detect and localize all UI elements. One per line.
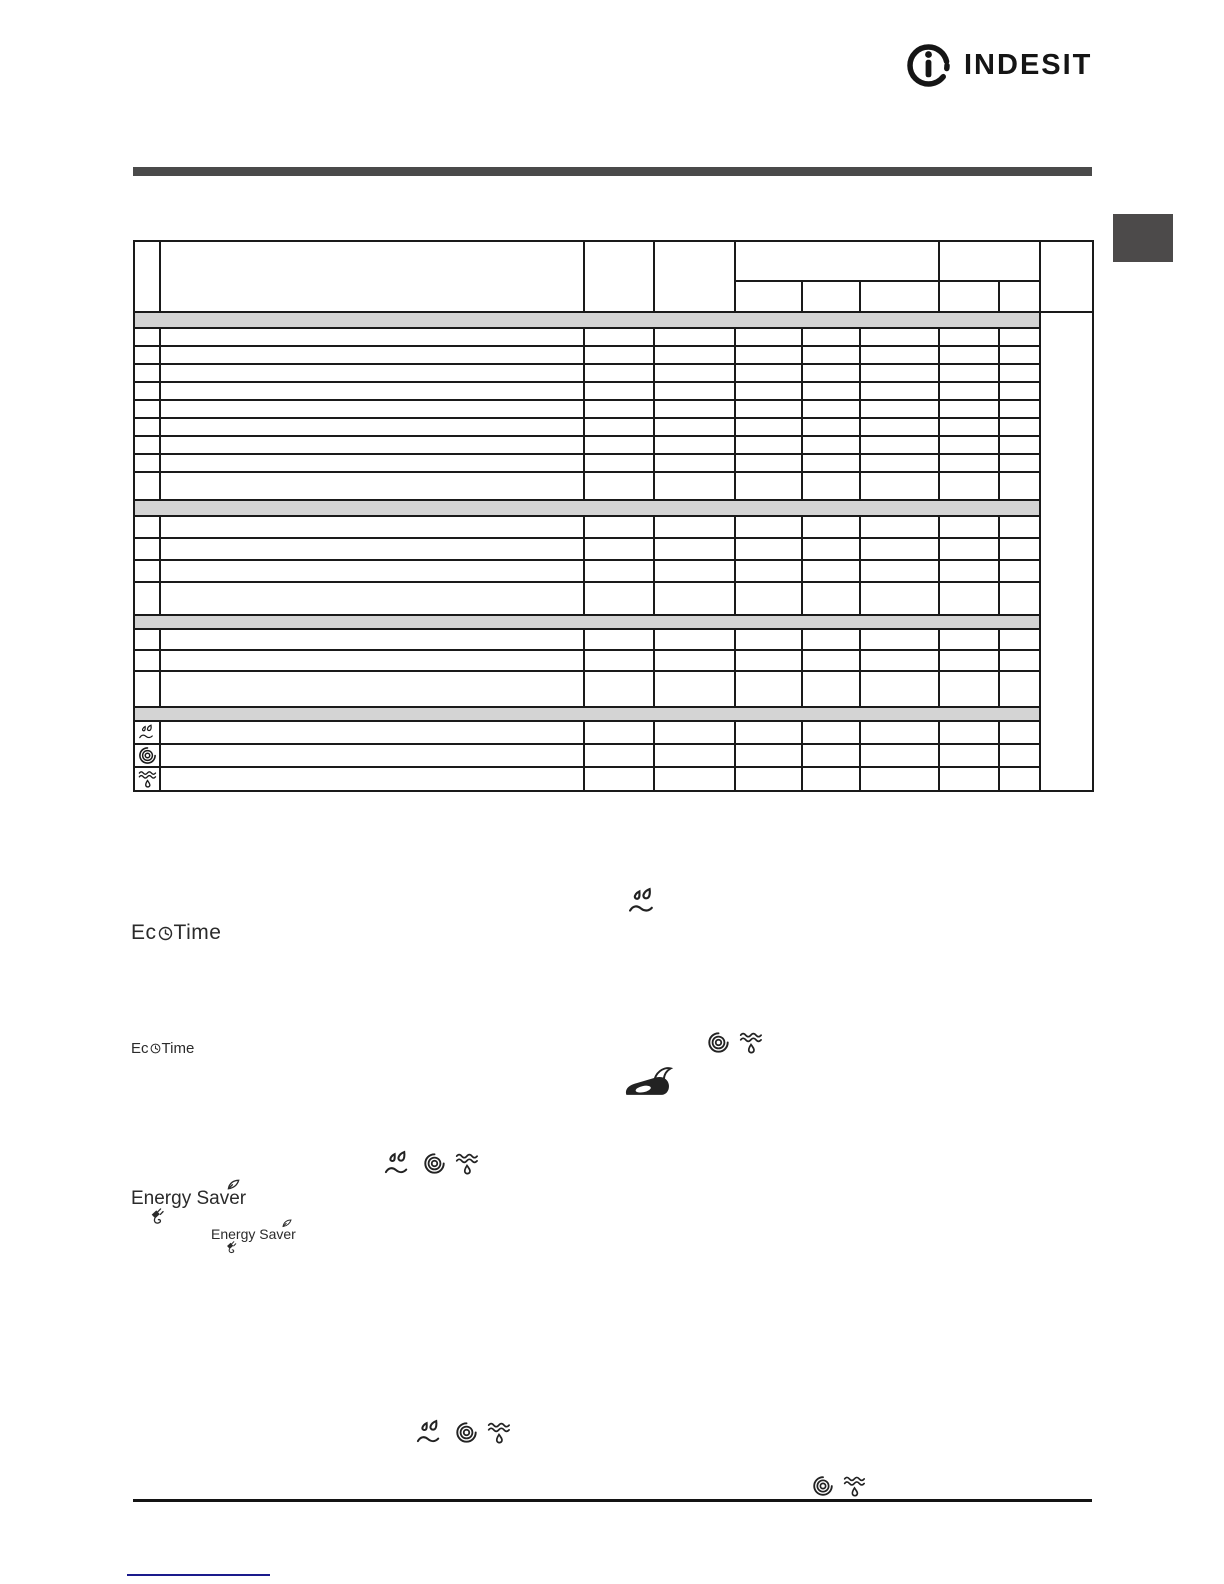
table-cell [860, 328, 939, 346]
table-cell [860, 744, 939, 767]
spin-icon [707, 1031, 730, 1054]
table-cell [939, 767, 999, 791]
table-cell [999, 472, 1040, 500]
table-cell [860, 382, 939, 400]
table-cell [735, 328, 802, 346]
table-cell [939, 418, 999, 436]
table-cell [654, 629, 735, 650]
table-cell [654, 721, 735, 744]
header-cell [584, 241, 654, 312]
table-cell [802, 364, 860, 382]
table-cell [584, 436, 654, 454]
table-cell [654, 671, 735, 707]
cycle-description-cell [160, 364, 584, 382]
table-cell [802, 767, 860, 791]
table-cell [802, 346, 860, 364]
cycle-number-cell [134, 516, 160, 538]
table-cell [735, 744, 802, 767]
table-cell [939, 560, 999, 582]
table-cell [939, 538, 999, 560]
drain-icon [739, 1030, 763, 1056]
cycle-description-cell [160, 328, 584, 346]
table-cell [999, 671, 1040, 707]
table-cell [860, 671, 939, 707]
table-cell [999, 560, 1040, 582]
table-cell [802, 418, 860, 436]
table-cell [939, 629, 999, 650]
spin-drain-icon-pair [812, 1474, 866, 1499]
table-cell [654, 436, 735, 454]
cycle-number-cell [134, 650, 160, 671]
cycle-number-cell [134, 629, 160, 650]
table-cell [735, 629, 802, 650]
table-cell [802, 454, 860, 472]
table-cell [939, 744, 999, 767]
clock-icon [158, 926, 173, 941]
table-cell [584, 538, 654, 560]
table-cell [999, 582, 1040, 615]
table-cell [654, 454, 735, 472]
table-cell [735, 560, 802, 582]
spin-icon [423, 1152, 446, 1175]
cycle-description-cell [160, 346, 584, 364]
subheader-cell [999, 281, 1040, 312]
table-cell [584, 721, 654, 744]
cycle-number-cell [134, 454, 160, 472]
cycle-description-cell [160, 767, 584, 791]
table-cell [654, 418, 735, 436]
table-cell [999, 516, 1040, 538]
table-cell [802, 744, 860, 767]
table-cell [939, 671, 999, 707]
indesit-logo [905, 42, 1092, 89]
cycle-description-cell [160, 671, 584, 707]
table-cell [860, 767, 939, 791]
table-cell [802, 436, 860, 454]
cycle-description-cell [160, 454, 584, 472]
table-cell [654, 346, 735, 364]
clock-icon [150, 1043, 161, 1054]
leaf-icon [227, 1179, 240, 1190]
subheader-cell [735, 281, 802, 312]
table-cell [860, 400, 939, 418]
table-cell [860, 538, 939, 560]
table-cell [735, 472, 802, 500]
table-cell [802, 516, 860, 538]
table-cell [999, 721, 1040, 744]
table-cell [860, 516, 939, 538]
cycle-number-cell [134, 582, 160, 615]
ecotime-logo-large [131, 921, 221, 945]
table-cell [584, 516, 654, 538]
table-cell [999, 454, 1040, 472]
table-cell [735, 454, 802, 472]
table-cell [939, 364, 999, 382]
subheader-cell [939, 281, 999, 312]
table-cell [654, 744, 735, 767]
ecotime-prefix: Ec [131, 1040, 149, 1057]
table-cell [802, 721, 860, 744]
rinse-spin-drain-icon-trio [383, 1150, 479, 1177]
table-cell [802, 650, 860, 671]
table-cell [999, 436, 1040, 454]
rinse-icon [627, 887, 660, 916]
table-cell [654, 328, 735, 346]
table-cell [939, 346, 999, 364]
table-cell [939, 436, 999, 454]
table-cell [860, 560, 939, 582]
table-cell [654, 582, 735, 615]
table-cell [654, 516, 735, 538]
drain-icon [843, 1474, 866, 1499]
cycle-number-cell [134, 436, 160, 454]
drain-icon [134, 767, 160, 791]
cycle-description-cell [160, 516, 584, 538]
cycle-description-cell [160, 400, 584, 418]
table-cell [999, 744, 1040, 767]
header-group-b [939, 241, 1040, 281]
table-cell [735, 436, 802, 454]
cycle-number-cell [134, 364, 160, 382]
energy-saver-text: Energy Saver [131, 1188, 247, 1209]
cycle-description-cell [160, 382, 584, 400]
table-cell [939, 382, 999, 400]
spin-icon [455, 1421, 478, 1444]
rinse-icon [383, 1150, 414, 1177]
table-cell [735, 721, 802, 744]
table-cell [654, 560, 735, 582]
energy-saver-text: Energy Saver [211, 1226, 296, 1242]
table-cell [802, 629, 860, 650]
table-cell [735, 516, 802, 538]
cycle-description-cell [160, 744, 584, 767]
cycle-number-cell [134, 671, 160, 707]
cycle-description-cell [160, 538, 584, 560]
table-cell [860, 472, 939, 500]
language-tab-marker [1113, 214, 1173, 262]
footer-rule [133, 1499, 1092, 1502]
table-cell [654, 382, 735, 400]
table-cell [802, 560, 860, 582]
table-cell [584, 744, 654, 767]
cycle-number-cell [134, 538, 160, 560]
brand-wordmark: INDESIT [964, 49, 1093, 81]
cycle-number-cell [134, 472, 160, 500]
ecotime-suffix: Time [161, 1040, 195, 1057]
cycle-description-cell [160, 629, 584, 650]
cycle-description-cell [160, 582, 584, 615]
table-cell [860, 364, 939, 382]
table-cell [735, 400, 802, 418]
header-cell [1040, 241, 1093, 312]
table-cell [802, 382, 860, 400]
table-cell [939, 516, 999, 538]
cycle-description-cell [160, 472, 584, 500]
table-cell [939, 472, 999, 500]
ecotime-prefix: Ec [131, 921, 157, 944]
circle-i-icon [905, 42, 952, 89]
energy-saver-logo-large [131, 1188, 246, 1210]
table-cell [939, 650, 999, 671]
table-cell [584, 472, 654, 500]
table-cell [939, 582, 999, 615]
table-cell [735, 382, 802, 400]
leaf-icon [282, 1219, 292, 1228]
table-cell [802, 671, 860, 707]
easy-iron-icon [623, 1066, 675, 1103]
rinse-icon [415, 1419, 446, 1446]
spin-icon [812, 1475, 834, 1497]
table-cell [860, 629, 939, 650]
table-cell [860, 721, 939, 744]
footer-link[interactable] [127, 1574, 270, 1576]
section-title-rule [133, 167, 1092, 176]
table-cell [802, 472, 860, 500]
table-cell [802, 582, 860, 615]
table-cell [860, 454, 939, 472]
table-cell [999, 328, 1040, 346]
cycle-description-cell [160, 721, 584, 744]
cycle-number-cell [134, 382, 160, 400]
table-cell [939, 721, 999, 744]
table-cell [802, 538, 860, 560]
table-cell [584, 650, 654, 671]
table-cell [939, 454, 999, 472]
notes-column-cell [1040, 312, 1093, 791]
header-cell [654, 241, 735, 312]
cycle-number-cell [134, 418, 160, 436]
cycle-description-cell [160, 436, 584, 454]
table-cell [999, 346, 1040, 364]
table-cell [860, 582, 939, 615]
table-cell [802, 328, 860, 346]
subheader-cell [802, 281, 860, 312]
table-cell [860, 346, 939, 364]
section-bar [134, 312, 1040, 328]
table-cell [860, 436, 939, 454]
section-bar [134, 615, 1040, 629]
table-cell [999, 538, 1040, 560]
table-cell [654, 650, 735, 671]
energy-saver-logo-small [211, 1226, 296, 1242]
table-cell [584, 400, 654, 418]
table-cell [999, 400, 1040, 418]
power-plug-icon [225, 1241, 238, 1255]
table-cell [654, 767, 735, 791]
table-cell [584, 328, 654, 346]
spin-icon [134, 744, 160, 767]
wash-cycle-table [133, 240, 1094, 792]
table-cell [999, 418, 1040, 436]
table-cell [584, 382, 654, 400]
table-cell [654, 472, 735, 500]
table-cell [584, 560, 654, 582]
cycle-description-cell [160, 418, 584, 436]
ecotime-logo-small [131, 1040, 194, 1057]
cycle-description-cell [160, 560, 584, 582]
spin-drain-icon-pair [707, 1030, 763, 1056]
power-plug-icon [149, 1208, 166, 1227]
header-cell [134, 241, 160, 312]
table-cell [584, 418, 654, 436]
table-cell [999, 629, 1040, 650]
table-cell [735, 582, 802, 615]
table-cell [735, 650, 802, 671]
table-cell [735, 418, 802, 436]
cycle-number-cell [134, 560, 160, 582]
drain-icon [487, 1420, 511, 1446]
table-cell [584, 767, 654, 791]
subheader-cell [860, 281, 939, 312]
cycle-number-cell [134, 400, 160, 418]
table-cell [654, 538, 735, 560]
table-cell [735, 767, 802, 791]
ecotime-suffix: Time [173, 921, 222, 944]
table-cell [735, 671, 802, 707]
table-cell [860, 418, 939, 436]
table-cell [584, 582, 654, 615]
table-cell [584, 346, 654, 364]
cycle-description-cell [160, 650, 584, 671]
section-bar [134, 500, 1040, 516]
table-cell [735, 538, 802, 560]
rinse-icon [134, 721, 160, 744]
rinse-spin-drain-icon-trio [415, 1419, 511, 1446]
header-cell [160, 241, 584, 312]
table-cell [654, 400, 735, 418]
table-cell [584, 454, 654, 472]
cycle-number-cell [134, 346, 160, 364]
table-cell [735, 346, 802, 364]
drain-icon [455, 1151, 479, 1177]
table-cell [654, 364, 735, 382]
table-cell [939, 328, 999, 346]
table-cell [999, 382, 1040, 400]
table-cell [860, 650, 939, 671]
section-bar [134, 707, 1040, 721]
table-cell [999, 767, 1040, 791]
cycle-number-cell [134, 328, 160, 346]
table-cell [999, 364, 1040, 382]
table-cell [584, 671, 654, 707]
table-cell [584, 364, 654, 382]
table-cell [735, 364, 802, 382]
table-cell [999, 650, 1040, 671]
table-cell [584, 629, 654, 650]
table-cell [939, 400, 999, 418]
table-cell [802, 400, 860, 418]
header-group-a [735, 241, 939, 281]
